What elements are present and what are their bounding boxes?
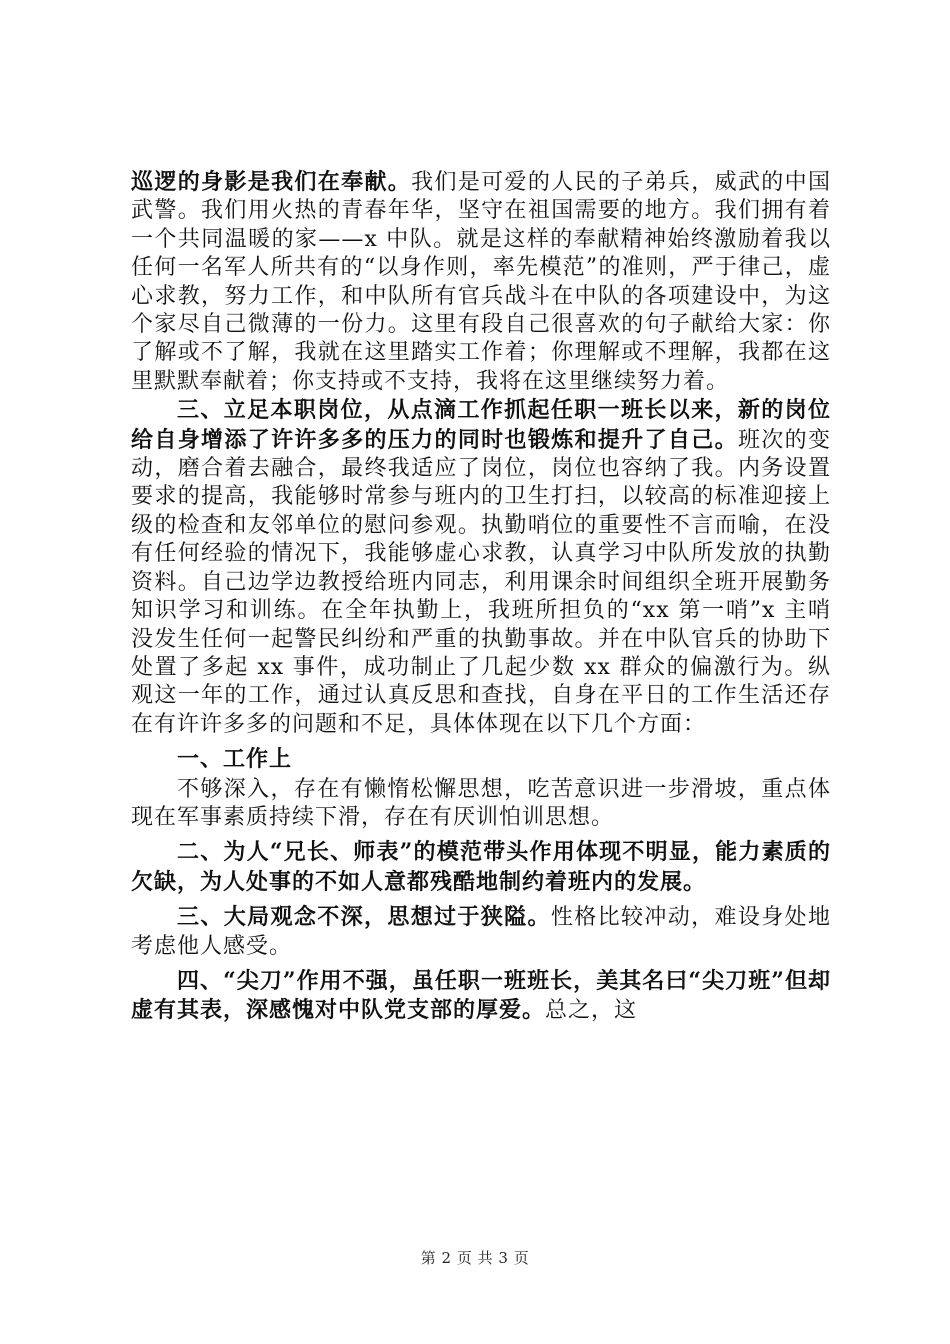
heading-work: [131, 745, 831, 774]
paragraph-role-model: [131, 838, 831, 897]
paragraph-work-detail: [131, 775, 831, 833]
paragraph-section-three: [131, 396, 831, 739]
page-number-footer: 第 2 页 共 3 页: [420, 1249, 530, 1267]
paragraph-lead: 巡逻的身影是我们在奉献。: [131, 169, 412, 195]
paragraph-lead: 四、“尖刀”作用不强，虽任职一班班长，美其名曰“尖刀班”但却虚有其表，深感愧对中队党支部的厚爱。: [131, 967, 831, 1024]
paragraph-text: 性格比较冲动，难设身处地考虑他人感受。: [131, 905, 831, 959]
paragraph-text: 我们是可爱的人民的子弟兵，威武的中国武警。我们用火热的青春年华，坚守在祖国需要的地方。我们拥有着一个共同温暖的家——x 中队。就是这样的奉献精神始终激励着我以任何一名军人所共有的“以身作则，率先模范”的准则，严于律己，虚心求教，努力工作，和中队所有官兵战斗在中队的各项建设中，为这个家尽自己微薄的一份力。这里有段自己很喜欢的句子献给大家：你了解或不了解，我就在这里踏实工作着；你理解或不理解，我都在这里默默奉献着；你支持或不支持，我将在这里继续努力着。: [131, 170, 831, 394]
paragraph-dedication: [131, 168, 831, 396]
paragraph-lead: 一、工作上: [177, 746, 293, 773]
paragraph-lead: 三、大局观念不深，思想过于狭隘。: [177, 904, 551, 931]
paragraph-text: 总之，这: [545, 998, 638, 1024]
paragraph-text: 不够深入，存在有懒惰松懈思想，吃苦意识进一步滑坡，重点体现在军事素质持续下滑，存在有厌训怕训思想。: [131, 776, 831, 830]
document-body: [131, 168, 831, 1026]
paragraph-lead: 三、立足本职岗位，从点滴工作抓起任职一班长以来，新的岗位给自身增添了许许多多的压力的同时也锻炼和提升了自己。: [131, 397, 831, 453]
paragraph-spearhead: [131, 967, 831, 1026]
paragraph-lead: 二、为人“兄长、师表”的模范带头作用体现不明显，能力素质的欠缺，为人处事的不如人意都残酷地制约着班内的发展。: [131, 839, 831, 895]
paragraph-big-picture: [131, 903, 831, 961]
paragraph-text: 班次的变动，磨合着去融合，最终我适应了岗位，岗位也容纳了我。内务设置要求的提高，我能够时常参与班内的卫生打扫，以较高的标准迎接上级的检查和友邻单位的慰问参观。执勤哨位的重要性不言而喻，在没有任何经验的情况下，我能够虚心求教，认真学习中队所发放的执勤资料。自己边学边教授给班内同志，利用课余时间组织全班开展勤务知识学习和训练。在全年执勤上，我班所担负的“xx 第一哨”x 主哨没发生任何一起警民纠纷和严重的执勤事故。并在中队官兵的协助下处置了多起 xx 事件，成功制止了几起少数 xx 群众的偏激行为。纵观这一年的工作，通过认真反思和查找，自身在平日的工作生活还存在有许许多多的问题和不足，具体体现在以下几个方面：: [131, 427, 831, 737]
